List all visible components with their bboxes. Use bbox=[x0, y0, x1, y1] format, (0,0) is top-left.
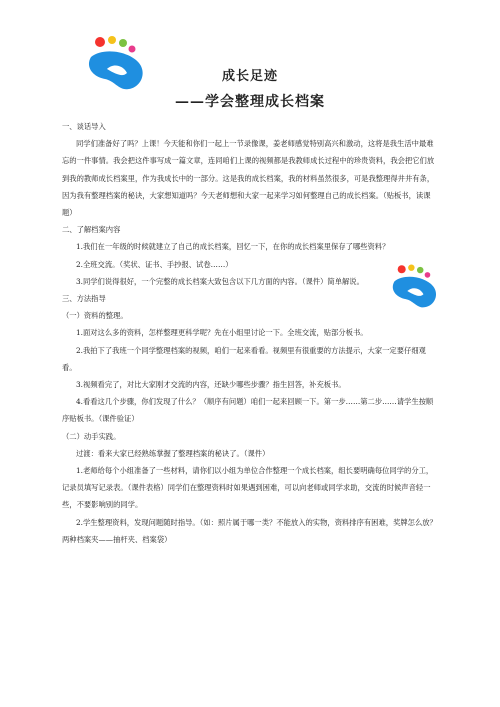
paragraph: 4.看看这几个步骤，你们发现了什么？（顺序有问题）咱们一起来回顾一下。第一步……第二步……请学生按顺序贴板书。（课件验证） bbox=[62, 397, 434, 424]
paragraph: 3.同学们说得很好，一个完整的成长档案大致包含以下几方面的内容。（课件）简单解说。 bbox=[76, 276, 364, 286]
paragraph: 3.视频看完了，对比大家刚才交流的内容，还缺少哪些步骤？指生回答，补充板书。 bbox=[76, 380, 346, 390]
paragraph: 同学们准备好了吗？上课！今天能和你们一起上一节录像课，姜老师感觉特别高兴和激动，这将是我生活中最难忘的一件事情。我会把这件事写成一篇文章，连同咱们上课的视频都是我教师成长过程中的珍贵资料，我会把它们放到我的教师成长档案里，作为我成长中的一部分。这是我的成长档案，我的材料虽然很多，可是我整理得井井有条，因为我有整理档案的秘诀，大家想知道吗？今天老师想和大家一起来学习如何整理自己的成长档案。（贴板书，读课题） bbox=[62, 139, 435, 218]
section-heading: 一、谈话导入 bbox=[62, 122, 106, 131]
paragraph: 1.我们在一年级的时候就建立了自己的成长档案，回忆一下，在你的成长档案里保存了哪些资料？ bbox=[76, 242, 390, 252]
doc-subtitle: ——学会整理成长档案 bbox=[175, 94, 325, 110]
paragraph: 2.全班交流。（奖状、证书、手抄报、试卷……） bbox=[76, 259, 233, 269]
doc-body bbox=[62, 118, 440, 548]
section-heading: 二、了解档案内容 bbox=[62, 225, 121, 235]
paragraph: 1.老师给每个小组准备了一些材料，请你们以小组为单位合作整理一个成长档案，组长要明确每位同学的分工，记录员填写记录表。（课件表格）同学们在整理资料时如果遇到困难，可以向老师或同学求助，交流的时候声音轻一些，不要影响别的同学。 bbox=[62, 466, 434, 510]
paragraph: 2.我拍下了我班一个同学整理档案的视频，咱们一起来看看。视频里有很重要的方法提示，大家一定要仔细观看。 bbox=[62, 345, 426, 372]
section-heading: 三、方法指导 bbox=[62, 294, 106, 304]
paragraph: 2.学生整理资料，发现问题随时指导。（如：照片属于哪一类？不能放入的实物，资料排序有困难，奖牌怎么放？两种档案夹——抽杆夹、档案袋） bbox=[62, 517, 437, 544]
paragraph: 1.面对这么多的资料，怎样整理更科学呢？先在小组里讨论一下。全班交流，贴部分板书。 bbox=[76, 328, 368, 338]
foot-logo-icon bbox=[83, 33, 155, 95]
doc-title: 成长足迹 bbox=[221, 69, 278, 84]
subsection-heading: （二）动手实践。 bbox=[62, 431, 121, 441]
subsection-heading: （一）资料的整理。 bbox=[62, 311, 128, 321]
paragraph: 过渡：看来大家已经熟练掌握了整理档案的秘诀了。（课件） bbox=[76, 448, 270, 458]
